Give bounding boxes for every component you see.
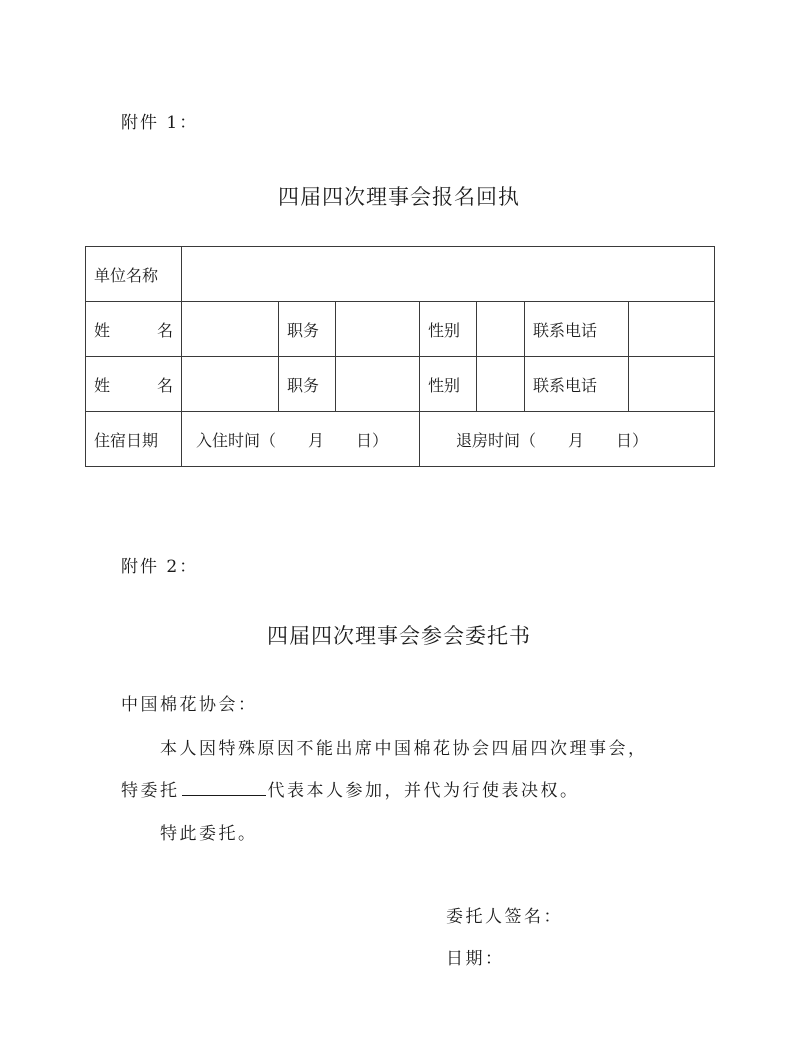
phone-field[interactable] bbox=[629, 302, 715, 357]
paragraph-line-1: 本人因特殊原因不能出席中国棉花协会四届四次理事会， bbox=[160, 739, 648, 759]
table-row bbox=[86, 302, 715, 357]
delegate-name-blank[interactable] bbox=[182, 779, 266, 796]
unit-name-label: 单位名称 bbox=[86, 247, 182, 302]
attachment-1-label: 附件 1： bbox=[121, 113, 199, 133]
paragraph-line-2 bbox=[121, 776, 580, 801]
paragraph-line-2-prefix: 特委托 bbox=[121, 781, 180, 801]
gender-field[interactable] bbox=[477, 357, 525, 412]
registration-form-title: 四届四次理事会报名回执 bbox=[278, 185, 520, 209]
gender-label: 性别 bbox=[420, 357, 477, 412]
signature-label: 委托人签名： bbox=[446, 907, 563, 927]
phone-label: 联系电话 bbox=[525, 302, 629, 357]
salutation: 中国棉花协会： bbox=[121, 695, 258, 715]
name-field[interactable] bbox=[182, 357, 279, 412]
table-row bbox=[86, 412, 715, 467]
gender-field[interactable] bbox=[477, 302, 525, 357]
gender-label: 性别 bbox=[420, 302, 477, 357]
proxy-letter-title: 四届四次理事会参会委托书 bbox=[267, 624, 531, 648]
position-label: 职务 bbox=[279, 357, 336, 412]
phone-label: 联系电话 bbox=[525, 357, 629, 412]
position-label: 职务 bbox=[279, 302, 336, 357]
table-row bbox=[86, 247, 715, 302]
table-row bbox=[86, 357, 715, 412]
paragraph-line-2-suffix: 代表本人参加，并代为行使表决权。 bbox=[267, 781, 580, 801]
registration-table bbox=[85, 246, 715, 467]
unit-name-field[interactable] bbox=[182, 247, 715, 302]
closing-text: 特此委托。 bbox=[160, 824, 258, 844]
checkin-time-field[interactable]: 入住时间（ 月 日） bbox=[182, 412, 420, 467]
stay-date-label: 住宿日期 bbox=[86, 412, 182, 467]
name-field[interactable] bbox=[182, 302, 279, 357]
date-label: 日期： bbox=[446, 949, 505, 969]
position-field[interactable] bbox=[336, 357, 420, 412]
checkout-time-field[interactable]: 退房时间（ 月 日） bbox=[420, 412, 715, 467]
name-label: 姓 名 bbox=[86, 302, 182, 357]
position-field[interactable] bbox=[336, 302, 420, 357]
phone-field[interactable] bbox=[629, 357, 715, 412]
attachment-2-label: 附件 2： bbox=[121, 557, 199, 577]
name-label: 姓 名 bbox=[86, 357, 182, 412]
